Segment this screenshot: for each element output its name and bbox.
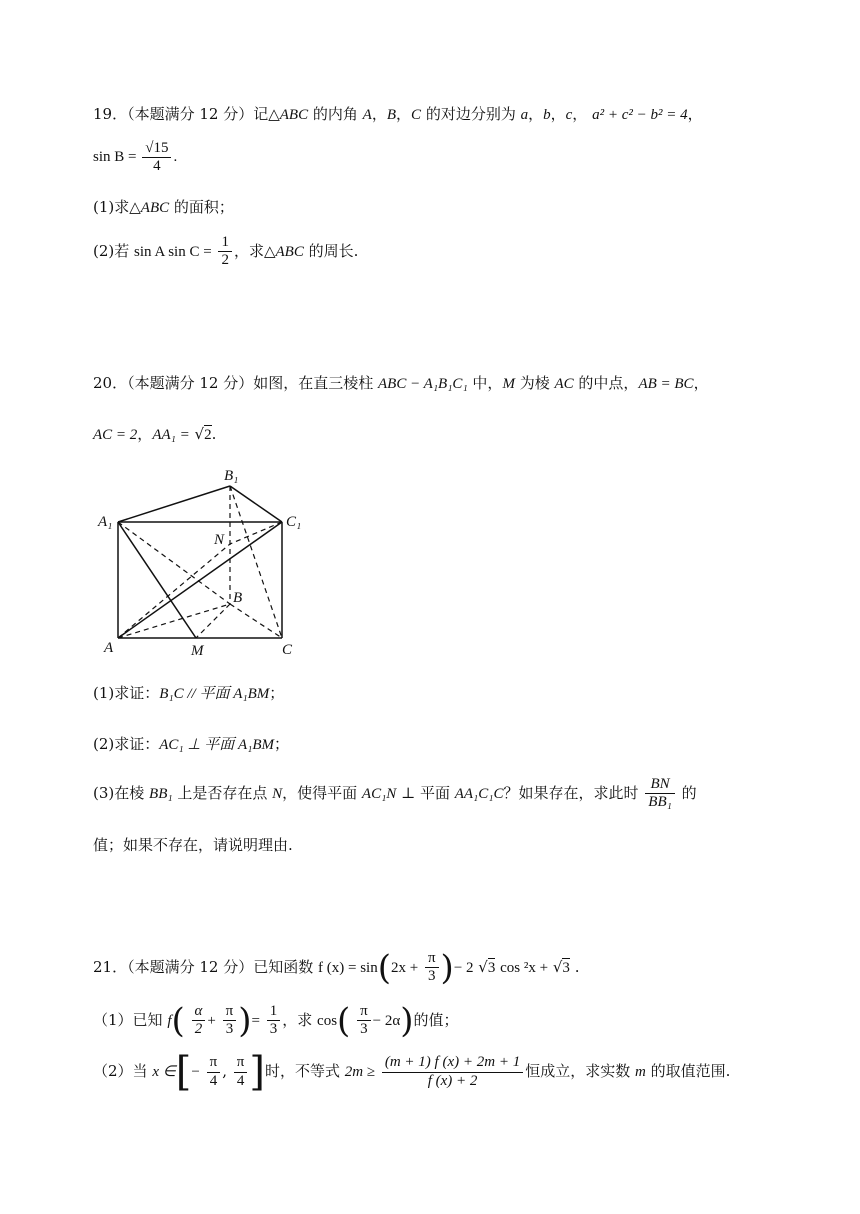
q21-pi-over-3 <box>425 950 439 986</box>
q21-paren-open: ( <box>377 947 391 988</box>
q21-pi-over-4 <box>234 1054 248 1090</box>
q19-side-b: b <box>543 107 551 123</box>
q19-angle-c: C <box>411 107 422 123</box>
q21-pi: π <box>425 950 439 968</box>
q20-sep: ， <box>137 425 153 443</box>
q21-part2-text: 恒成立，求实数 <box>525 1062 635 1080</box>
q20-edge-ac: AC <box>554 376 574 392</box>
label-n: N <box>214 532 225 548</box>
q19-line1 <box>93 103 703 124</box>
q21-pi-over-3 <box>223 1003 237 1039</box>
q21-pi: π <box>223 1003 237 1021</box>
q19-period: . <box>173 149 178 166</box>
q19-part2-text: ，求△ <box>233 241 276 260</box>
q20-sep: ； <box>273 735 289 753</box>
q19-part1 <box>93 196 234 217</box>
q20-plane2: AA₁C₁C <box>454 785 504 802</box>
q21-three: 3 <box>428 968 436 985</box>
q19-sinb-label: sin B = <box>93 149 137 166</box>
q19-part2 <box>93 234 358 270</box>
q21-part2: （2）当 x ∈[− $\frac{\pi}{4}$ , $\frac{\pi}{4}$ ]时，不等式 2m ≥ $\frac{(m + 1) f (x) + 2m + 1}{f (x) + 2}$ 恒成立，求实数 m 的取值范围. <box>93 1049 731 1095</box>
q21-one: 1 <box>267 1003 281 1021</box>
q19-text: 的内角 <box>308 105 363 123</box>
q19-side-c: c <box>565 107 573 123</box>
q19-sinb-num: √15 <box>142 140 171 158</box>
q19-number: 19． <box>93 105 128 123</box>
q21-alpha-over-2 <box>192 1003 206 1039</box>
q19-part2-text: (2)若 <box>93 241 135 260</box>
prism-figure <box>96 462 316 662</box>
q21-pi: π <box>357 1003 371 1021</box>
q21-function: f (x) = sin <box>318 959 378 976</box>
q19-sinb-fraction <box>142 140 171 176</box>
q20-part1-text: (1)求证： <box>93 684 160 702</box>
edge-a1-b1 <box>118 486 230 522</box>
label-c1: C₁ <box>286 514 302 530</box>
q19-sep: ， <box>396 105 412 123</box>
q19-line2 <box>93 140 177 176</box>
q21-minus-2alpha: − 2α <box>372 1012 401 1029</box>
q21-three: 3 <box>225 1021 234 1038</box>
q20-line2: AC = 2，AA₁ = √2. <box>93 425 217 443</box>
q19-part2-text: 的周长. <box>303 241 359 260</box>
q20-part3-text: 值；如果不存在，请说明理由. <box>93 836 293 854</box>
q20-part2-expr: AC₁ ⊥ 平面 A₁BM <box>159 737 274 753</box>
q19-angle-b: B <box>386 107 397 123</box>
q19-part2-num: 1 <box>218 234 232 252</box>
q21-header: （本题满分 12 分） <box>127 957 254 976</box>
label-a1: A₁ <box>98 514 113 530</box>
q20-eq-ac: AC = 2 <box>93 427 138 443</box>
q20-part3-text: ，使得平面 <box>282 783 362 802</box>
q21-part2-text: （2）当 <box>93 1062 153 1080</box>
q21-ineq-den: f (x) + 2 <box>427 1072 478 1089</box>
q21-pi-over-3 <box>357 1003 371 1039</box>
q21-paren-open: ( <box>337 1000 351 1041</box>
edge-b-c <box>230 604 282 638</box>
q21-paren-open: ( <box>171 1000 185 1041</box>
q20-ratio-fraction <box>645 776 675 812</box>
q21-bracket-open: [ <box>175 1049 192 1095</box>
q21-cos: cos <box>317 1012 338 1029</box>
q19-text: 的对边分别为 <box>421 105 521 123</box>
q19-side-a: a <box>520 107 529 123</box>
q21-period: . <box>574 957 580 976</box>
q20-part3-text: 上是否存在点 <box>172 783 273 802</box>
q20-eq-aa1: AA₁ = <box>152 427 190 443</box>
q20-plane1: AC₁N <box>361 785 397 802</box>
q19-text: 记△ <box>253 105 280 123</box>
edge-b1-c1 <box>230 486 282 522</box>
q21-m: m <box>634 1064 646 1080</box>
q21-plus: + <box>207 1012 216 1029</box>
q20-header: （本题满分 12 分） <box>127 374 254 392</box>
q19-part2-expr: sin A sin C = <box>134 243 212 260</box>
label-c: C <box>282 642 293 658</box>
q20-ratio-den: BB₁ <box>648 794 672 811</box>
q21-inequality-fraction <box>382 1054 523 1090</box>
q19-sep: ， <box>687 105 703 123</box>
q19-part1-text: (1)求△ <box>93 198 141 216</box>
q19-part1-text: 的面积； <box>169 198 234 216</box>
q19-sep: ， <box>572 105 588 123</box>
q21-pi: π <box>234 1054 248 1072</box>
q21-pi: π <box>207 1054 221 1072</box>
q21-four: 4 <box>209 1072 218 1089</box>
q21-part1-text: 的值； <box>413 1010 459 1029</box>
q20-text: 为棱 <box>514 374 555 392</box>
q19-part2-den: 2 <box>221 252 229 269</box>
q19-sep: ， <box>528 105 544 123</box>
q21-part1-text: （1）已知 <box>93 1010 168 1029</box>
q19-sep: ， <box>371 105 387 123</box>
q19-part2-fraction <box>218 234 232 270</box>
label-b: B <box>233 590 243 606</box>
q20-ratio-num: BN <box>645 776 675 794</box>
q21-x-in: x ∈ <box>152 1064 176 1080</box>
q19-sep: ， <box>550 105 566 123</box>
q21-ineq-num: (m + 1) f (x) + 2m + 1 <box>382 1054 523 1072</box>
q21-sqrt3: 3 <box>562 959 570 976</box>
q21-three: 3 <box>269 1021 278 1038</box>
q20-text: 中， <box>467 374 503 392</box>
q19-sinb-den: 4 <box>153 158 161 175</box>
q20-edge-bb1: BB₁ <box>149 785 173 802</box>
q21-eq: = <box>251 1012 260 1029</box>
q20-sep: ； <box>269 684 285 702</box>
q19-header: （本题满分 12 分） <box>127 105 254 123</box>
q20-point-n: N <box>272 785 283 802</box>
q19-equation: a² + c² − b² = 4 <box>592 107 688 123</box>
q21-bracket-close: ] <box>249 1049 265 1095</box>
q20-period: . <box>211 425 217 443</box>
q19-triangle: ABC <box>279 107 309 123</box>
edge-a1-m <box>118 522 196 638</box>
q20-prism: ABC − A₁B₁C₁ <box>378 376 468 392</box>
q21-alpha: α <box>192 1003 206 1021</box>
q21-two: 2 <box>194 1021 203 1038</box>
q20-part1 <box>93 682 284 703</box>
q21-text: 已知函数 <box>253 957 318 976</box>
label-m: M <box>191 643 204 659</box>
edge-a-b <box>118 604 230 638</box>
q20-part1-expr: B₁C // 平面 A₁BM <box>159 686 270 702</box>
q19-triangle: ABC <box>275 243 304 260</box>
q20-part3-text: (3)在棱 <box>93 783 150 802</box>
q21-tail: − 2 <box>453 959 474 976</box>
q20-part2 <box>93 733 289 754</box>
q20-part3 <box>93 776 697 812</box>
q21-four: 4 <box>236 1072 245 1089</box>
q19-triangle: ABC <box>140 200 170 216</box>
q20-part3-text: 的 <box>676 783 697 802</box>
q21-lhs: 2m ≥ <box>344 1064 376 1080</box>
q20-text: 的中点， <box>573 374 639 392</box>
q20-eq-ab: AB = BC <box>638 376 694 392</box>
edge-b1-c <box>230 486 282 638</box>
q20-point-m: M <box>502 376 515 392</box>
q20-sep: ， <box>693 374 709 392</box>
q21-line1: 21．（本题满分 12 分）已知函数 f (x) = sin(2x + $\frac{\pi}{3}$ )− 2 √3 cos ²x + √3 . <box>93 947 580 988</box>
q21-part1 <box>93 1000 459 1041</box>
q19-angle-a: A <box>362 107 372 123</box>
q20-line1 <box>93 372 709 393</box>
q21-part2-text: 时，不等式 <box>264 1062 345 1080</box>
q20-part3-text: ？如果存在，求此时 <box>503 783 639 802</box>
q21-inner: 2x + <box>390 959 419 976</box>
q21-paren-close: ) <box>400 1000 414 1041</box>
q20-sqrt2: 2 <box>204 427 212 443</box>
q21-paren-close: ) <box>238 1000 252 1041</box>
q20-number: 20． <box>93 374 128 392</box>
q21-part1-f: f <box>167 1012 172 1029</box>
q21-one-third <box>267 1003 281 1039</box>
q21-part1-text: ，求 <box>282 1010 318 1029</box>
q20-part2-text: (2)求证： <box>93 735 160 753</box>
q21-neg: − <box>191 1064 200 1080</box>
q21-sqrt3: 3 <box>487 959 496 976</box>
q20-text: 如图，在直三棱柱 <box>253 374 378 392</box>
label-a: A <box>104 640 114 656</box>
q21-paren-close: ) <box>440 947 454 988</box>
q20-perp: ⊥ 平面 <box>396 783 455 802</box>
q21-part2-text: 的取值范围. <box>645 1062 731 1080</box>
q21-cos2x: cos ²x + <box>500 959 549 976</box>
q21-three: 3 <box>360 1021 368 1038</box>
label-b1: B₁ <box>224 468 239 484</box>
q21-number: 21． <box>93 957 128 976</box>
q21-pi-over-4 <box>207 1054 221 1090</box>
q20-part3-line2 <box>93 834 293 855</box>
